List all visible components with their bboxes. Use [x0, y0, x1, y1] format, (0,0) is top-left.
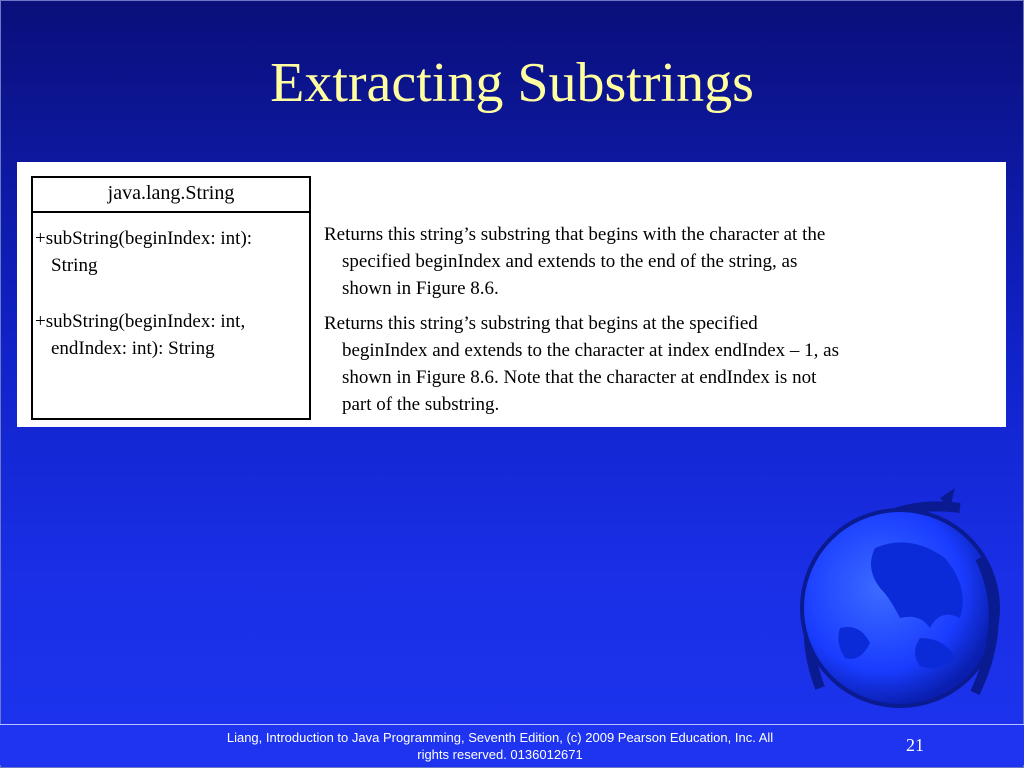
content-panel — [17, 162, 1006, 427]
method-description-2 — [324, 310, 984, 418]
uml-class-name: java.lang.String — [33, 178, 309, 213]
footer-bar — [0, 724, 1024, 765]
globe-icon — [780, 488, 1020, 728]
description-line: shown in Figure 8.6. — [342, 278, 499, 299]
description-line: specified beginIndex and extends to the end of the string, as — [342, 251, 798, 272]
footer-credit-line: Liang, Introduction to Java Programming, Seventh Edition, (c) 2009 Pearson Education, Inc. All — [226, 730, 774, 745]
method-signature-line: String — [51, 255, 98, 276]
slide-title: Extracting Substrings — [270, 52, 754, 114]
method-signature-line: +subString(beginIndex: int, — [35, 311, 246, 332]
uml-method-substring-begin-end — [33, 308, 245, 362]
uml-method-substring-begin — [33, 225, 252, 279]
page-number: 21 — [906, 735, 924, 755]
method-description-1 — [324, 221, 984, 302]
description-line: Returns this string’s substring that begins with the character at the — [324, 224, 826, 245]
description-line: part of the substring. — [342, 394, 500, 415]
description-line: beginIndex and extends to the character at index endIndex – 1, as — [342, 340, 839, 361]
uml-class-box — [31, 176, 311, 420]
footer-credit-line: rights reserved. 0136012671 — [417, 747, 583, 762]
description-line: shown in Figure 8.6. Note that the character at endIndex is not — [342, 367, 817, 388]
method-signature-line: +subString(beginIndex: int): — [35, 228, 253, 249]
description-line: Returns this string’s substring that begins at the specified — [324, 313, 758, 334]
method-signature-line: endIndex: int): String — [51, 338, 215, 359]
footer-credit — [200, 729, 800, 763]
